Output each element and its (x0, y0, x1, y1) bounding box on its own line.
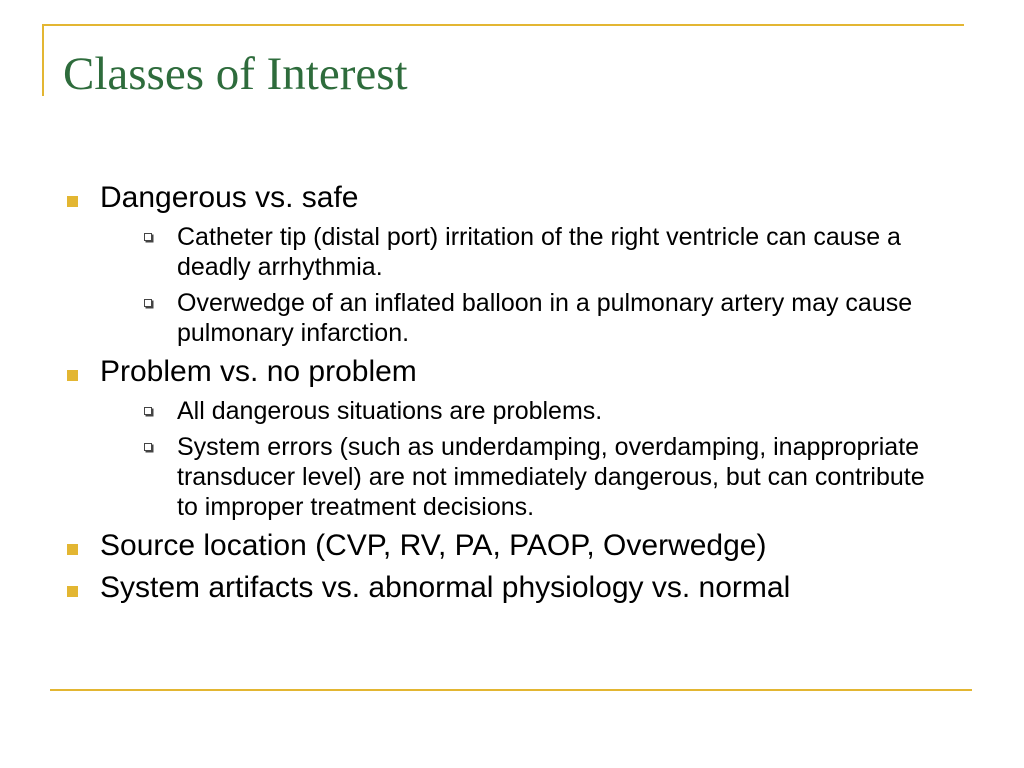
hollow-square-bullet-icon (144, 407, 152, 415)
square-bullet-icon (67, 196, 78, 207)
hollow-square-bullet-icon (144, 233, 152, 241)
bullet-text: System artifacts vs. abnormal physiology vs. normal (100, 571, 791, 604)
sub-bullet-list (100, 222, 990, 348)
hollow-square-bullet-icon (144, 443, 152, 451)
sub-bullet-item (100, 222, 950, 282)
sub-bullet-item (100, 288, 950, 348)
bullet-item (60, 180, 990, 348)
sub-bullet-text: System errors (such as underdamping, overdamping, inappropriate transducer level) are not immediately dangerous, but can contribute to improper treatment decisions. (177, 433, 925, 521)
slide-title: Classes of Interest (63, 48, 408, 100)
hollow-square-bullet-icon (144, 299, 152, 307)
slide-body (60, 180, 990, 612)
square-bullet-icon (67, 586, 78, 597)
sub-bullet-item (100, 396, 950, 426)
bullet-text: Dangerous vs. safe (100, 181, 359, 214)
sub-bullet-text: Catheter tip (distal port) irritation of the right ventricle can cause a deadly arrhythmia. (177, 223, 901, 281)
square-bullet-icon (67, 544, 78, 555)
square-bullet-icon (67, 370, 78, 381)
bullet-item (60, 354, 990, 522)
frame-left-rule (42, 24, 44, 96)
frame-bottom-rule (50, 689, 972, 691)
sub-bullet-text: All dangerous situations are problems. (177, 397, 603, 425)
bullet-text: Source location (CVP, RV, PA, PAOP, Overwedge) (100, 529, 767, 562)
sub-bullet-item (100, 432, 950, 522)
frame-top-rule (42, 24, 964, 26)
bullet-text: Problem vs. no problem (100, 355, 417, 388)
sub-bullet-text: Overwedge of an inflated balloon in a pulmonary artery may cause pulmonary infarction. (177, 289, 913, 347)
bullet-item (60, 528, 990, 564)
bullet-item (60, 570, 990, 606)
sub-bullet-list (100, 396, 990, 522)
